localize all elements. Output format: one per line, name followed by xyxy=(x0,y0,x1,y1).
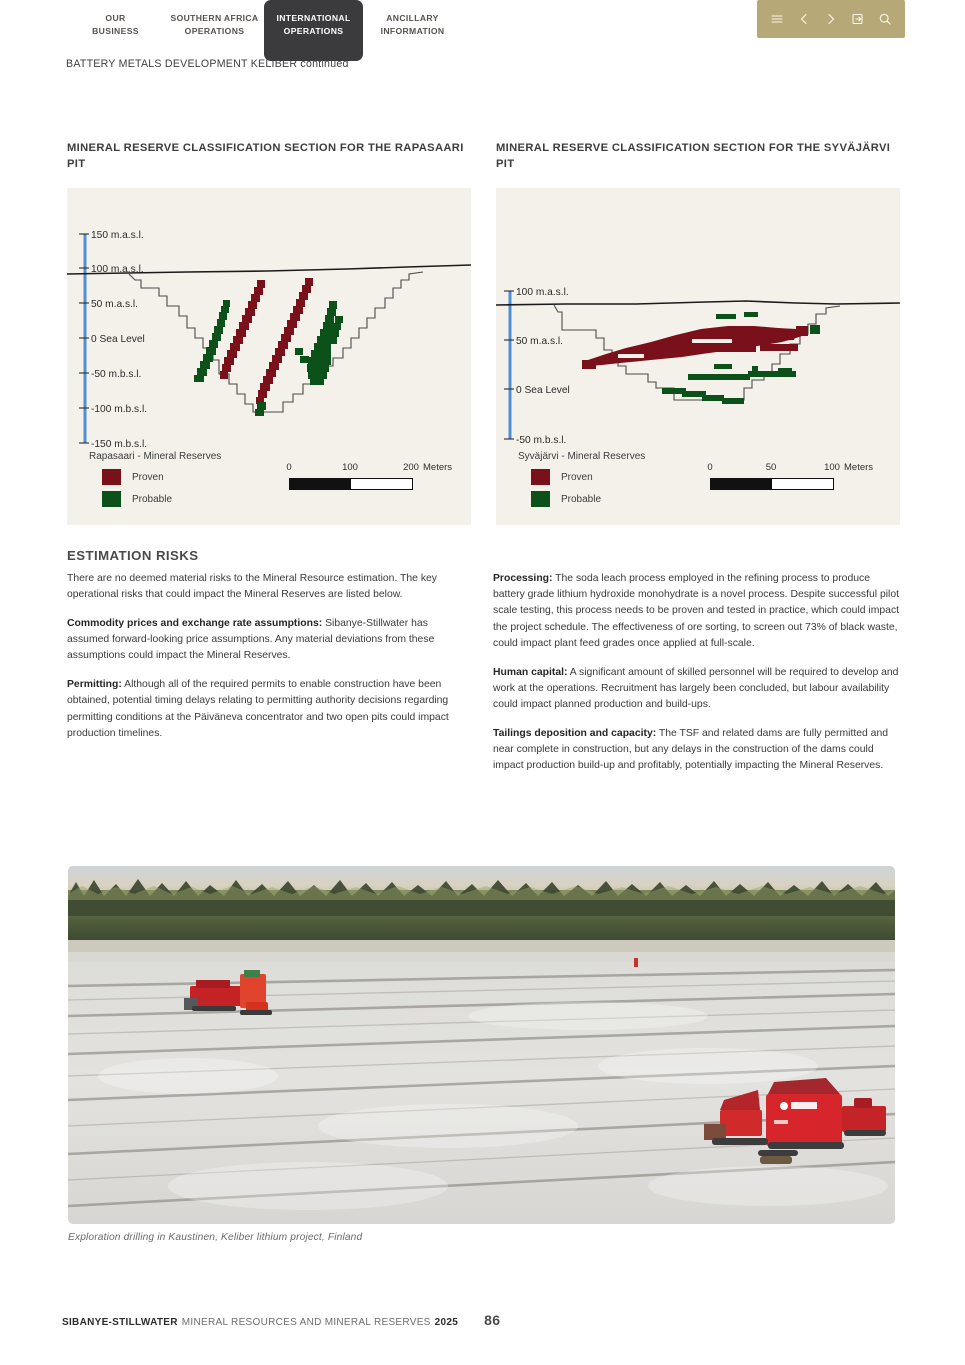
search-icon[interactable] xyxy=(878,12,892,26)
chart-rapasaari xyxy=(67,140,471,525)
legend-label-probable: Probable xyxy=(132,493,173,505)
paragraph-text: Although all of the required permits to enable construction have been obtained, potential timing delays relating to permitting authority decisions regarding permitting conditions at the Päiväneva concentrator and two open pits could impact production timelines. xyxy=(67,679,449,739)
body-column-left xyxy=(67,571,467,754)
menu-icon[interactable] xyxy=(770,12,784,26)
scalebar-tick-1: 100 xyxy=(342,462,358,474)
legend-title: Syväjärvi - Mineral Reserves xyxy=(518,451,646,463)
photo-exploration-drilling xyxy=(68,866,895,1224)
scalebar-tick-2: 200 xyxy=(403,462,419,474)
svg-text:-50 m.b.s.l.: -50 m.b.s.l. xyxy=(91,369,142,381)
legend-label-proven: Proven xyxy=(561,471,593,483)
scalebar-tick-2: 100 xyxy=(824,462,840,474)
legend-label-probable: Probable xyxy=(561,493,602,505)
paragraph-text: There are no deemed material risks to the Mineral Resource estimation. The key operational risks that could impact the Mineral Reserves are listed below. xyxy=(67,573,437,601)
svg-text:-50 m.b.s.l.: -50 m.b.s.l. xyxy=(516,435,567,447)
legend-swatch-probable xyxy=(531,491,550,507)
photo-caption: Exploration drilling in Kaustinen, Keliber lithium project, Finland xyxy=(68,1232,363,1243)
paragraph-lead: Human capital: xyxy=(493,666,568,678)
running-head: BATTERY METALS DEVELOPMENT KELIBER continued xyxy=(66,58,349,70)
paragraph-lead: Permitting: xyxy=(67,679,122,691)
scalebar-unit: Meters xyxy=(844,462,874,474)
legend-syvajarvi xyxy=(518,451,645,507)
svg-text:0 Sea Level: 0 Sea Level xyxy=(91,334,145,346)
body-column-right xyxy=(493,571,903,787)
legend-item-proven xyxy=(531,469,645,485)
scalebar-segment-filled xyxy=(290,479,351,489)
legend-item-proven xyxy=(102,469,221,485)
legend-label-proven: Proven xyxy=(132,471,164,483)
svg-text:0 Sea Level: 0 Sea Level xyxy=(516,385,570,397)
exit-icon[interactable] xyxy=(851,12,865,26)
legend-swatch-proven xyxy=(102,469,121,485)
svg-text:-150 m.b.s.l.: -150 m.b.s.l. xyxy=(91,439,148,451)
paragraph-lead: Tailings deposition and capacity: xyxy=(493,727,657,739)
scalebar-segment-empty xyxy=(772,479,833,489)
svg-text:-100 m.b.s.l.: -100 m.b.s.l. xyxy=(91,404,148,416)
scalebar-unit: Meters xyxy=(423,462,453,474)
chart-title-syvajarvi: MINERAL RESERVE CLASSIFICATION SECTION FOR THE SYVÄJÄRVI PIT xyxy=(496,142,891,171)
chart-syvajarvi xyxy=(496,140,900,525)
scalebar-tick-0: 0 xyxy=(286,462,292,474)
paragraph-lead: Commodity prices and exchange rate assumptions: xyxy=(67,617,323,629)
chart-canvas-syvajarvi xyxy=(496,188,900,525)
paragraph-text: A significant amount of skilled personnel will be required to develop and work at the operations. Recruitment has largely been concluded, but labour availability could impact planned production and build-ups. xyxy=(493,666,899,711)
nav-button-bar xyxy=(757,0,905,38)
scalebar-segment-empty xyxy=(351,479,412,489)
footer-title: MINERAL RESOURCES AND MINERAL RESERVES xyxy=(181,1317,431,1328)
scalebar-segment-filled xyxy=(711,479,772,489)
paragraph-text: The soda leach process employed in the refining process to produce battery grade lithium hydroxide monohydrate is a novel process. Despite successful pilot scale testing, this process needs to be proven and tested in practice, which could impact the project schedule. The effectiveness of ore sorting, to screen out 73% of black waste, could impact plant feed grades once applied at full-scale. xyxy=(493,573,900,649)
top-navigation xyxy=(0,0,965,58)
chevron-right-icon[interactable] xyxy=(824,12,838,26)
svg-text:50 m.a.s.l.: 50 m.a.s.l. xyxy=(516,336,563,348)
chart-canvas-rapasaari xyxy=(67,188,471,525)
scalebar-tick-1: 50 xyxy=(765,462,777,474)
paragraph-text: Sibanye-Stillwater has assumed forward-looking price assumptions. Any material deviations from these assumptions could impact the Mineral Reserves. xyxy=(67,617,435,662)
paragraph-lead: Processing: xyxy=(493,573,553,584)
legend-swatch-probable xyxy=(102,491,121,507)
section-heading-estimation-risks: ESTIMATION RISKS xyxy=(67,548,199,563)
scalebar-syvajarvi xyxy=(707,462,874,490)
footer-year: 2025 xyxy=(434,1317,459,1328)
scalebar-tick-0: 0 xyxy=(707,462,713,474)
footer-brand: SIBANYE-STILLWATER xyxy=(62,1317,178,1328)
paragraph-text: The TSF and related dams are fully permitted and near complete in construction, but any delays in the construction of the dams could impact production build-up and profitably, potentially impacting the Mineral Reserves. xyxy=(493,727,888,772)
legend-item-probable xyxy=(531,491,645,507)
paragraph-human-capital xyxy=(493,665,903,714)
tab-southern-africa-operations[interactable]: SOUTHERN AFRICA OPERATIONS xyxy=(170,13,259,37)
paragraph-intro xyxy=(67,571,467,603)
svg-text:50 m.a.s.l.: 50 m.a.s.l. xyxy=(91,299,138,311)
chart-title-rapasaari: MINERAL RESERVE CLASSIFICATION SECTION FOR THE RAPASAARI PIT xyxy=(67,142,464,171)
tab-our-business[interactable]: OUR BUSINESS xyxy=(92,13,139,37)
legend-title: Rapasaari - Mineral Reserves xyxy=(89,451,222,463)
svg-text:100 m.a.s.l.: 100 m.a.s.l. xyxy=(516,287,569,299)
paragraph-commodity-prices xyxy=(67,616,467,665)
tab-ancillary-information[interactable]: ANCILLARY INFORMATION xyxy=(380,13,445,37)
nav-tabs xyxy=(66,0,462,61)
svg-text:150 m.a.s.l.: 150 m.a.s.l. xyxy=(91,230,144,242)
legend-swatch-proven xyxy=(531,469,550,485)
svg-text:100 m.a.s.l.: 100 m.a.s.l. xyxy=(91,264,144,276)
scalebar-rapasaari xyxy=(286,462,453,490)
paragraph-processing xyxy=(493,571,903,652)
paragraph-tailings xyxy=(493,726,903,775)
legend-rapasaari xyxy=(89,451,221,507)
page-footer xyxy=(62,1312,500,1328)
legend-item-probable xyxy=(102,491,221,507)
tab-international-operations[interactable]: INTERNATIONAL OPERATIONS xyxy=(264,0,363,61)
chevron-left-icon[interactable] xyxy=(797,12,811,26)
page-number: 86 xyxy=(484,1312,501,1328)
paragraph-permitting xyxy=(67,677,467,742)
